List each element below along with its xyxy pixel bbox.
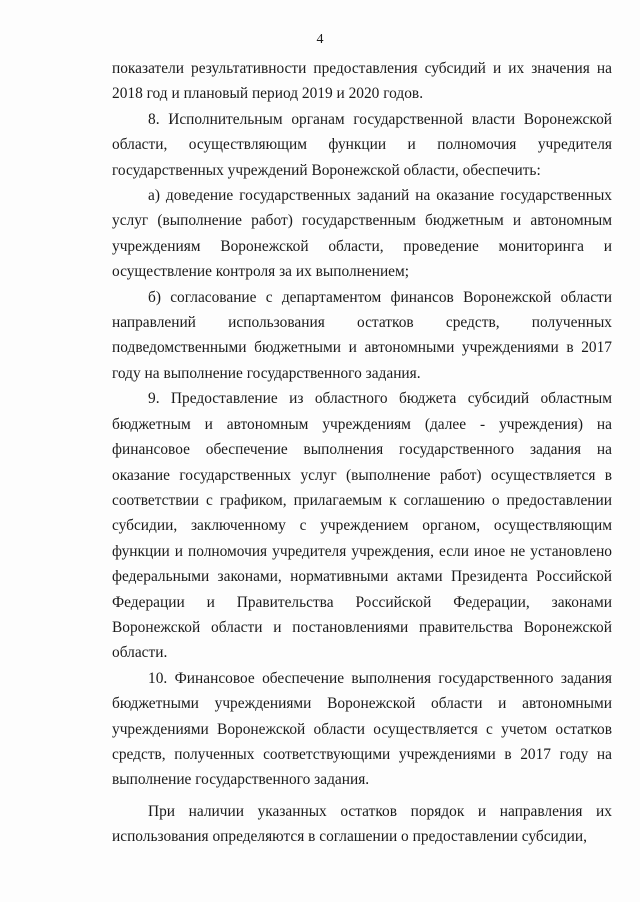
paragraph-item-8a: а) доведение государственных заданий на оказание государственных услуг (выполнение работ) государственным бюджетным и автономным учреждениям Воронежской области, проведение мониторинга и осуществление контроля за их выполнением; — [112, 187, 612, 281]
paragraph-remaining-funds: При наличии указанных остатков порядок и направления их использования определяются в соглашении о предоставлении субсидии, — [112, 802, 612, 846]
paragraph-item-9: 9. Предоставление из областного бюджета субсидий областным бюджетным и автономным учреждениям (далее - учреждения) на финансовое обеспечение выполнения государственного задания на оказание государственных услуг (выполнение работ) осуществляется в соответствии с графиком, прилагаемым к соглашению о предоставлении субсидии, заключенному с учреждением органом, осуществляющим функции и полномочия учредителя учреждения, если иное не установлено федеральными законами, нормативными актами Президента Российской Федерации и Правительства Российской Федерации, законами Воронежской области и постановлениями правительства Воронежской области. — [112, 390, 612, 662]
page-number: 4 — [316, 32, 324, 47]
paragraph-item-10: 10. Финансовое обеспечение выполнения государственного задания бюджетными учреждениями Воронежской области и автономными учреждениями Воронежской области осуществляется с учетом остатков средств, полученных соответствующими учреждениями в 2017 году на выполнение государственного задания. — [112, 669, 612, 789]
paragraph-item-8b: б) согласование с департаментом финансов Воронежской области направлений использования остатков средств, полученных подведомственными бюджетными и автономными учреждениями в 2017 году на выполнение государственного задания. — [112, 288, 612, 382]
document-body — [112, 56, 612, 850]
paragraph-continuation: показатели результативности предоставления субсидий и их значения на 2018 год и плановый период 2019 и 2020 годов. — [112, 60, 612, 103]
paragraph-item-8: 8. Исполнительным органам государственной власти Воронежской области, осуществляющим функции и полномочия учредителя государственных учреждений Воронежской области, обеспечить: — [112, 110, 612, 179]
